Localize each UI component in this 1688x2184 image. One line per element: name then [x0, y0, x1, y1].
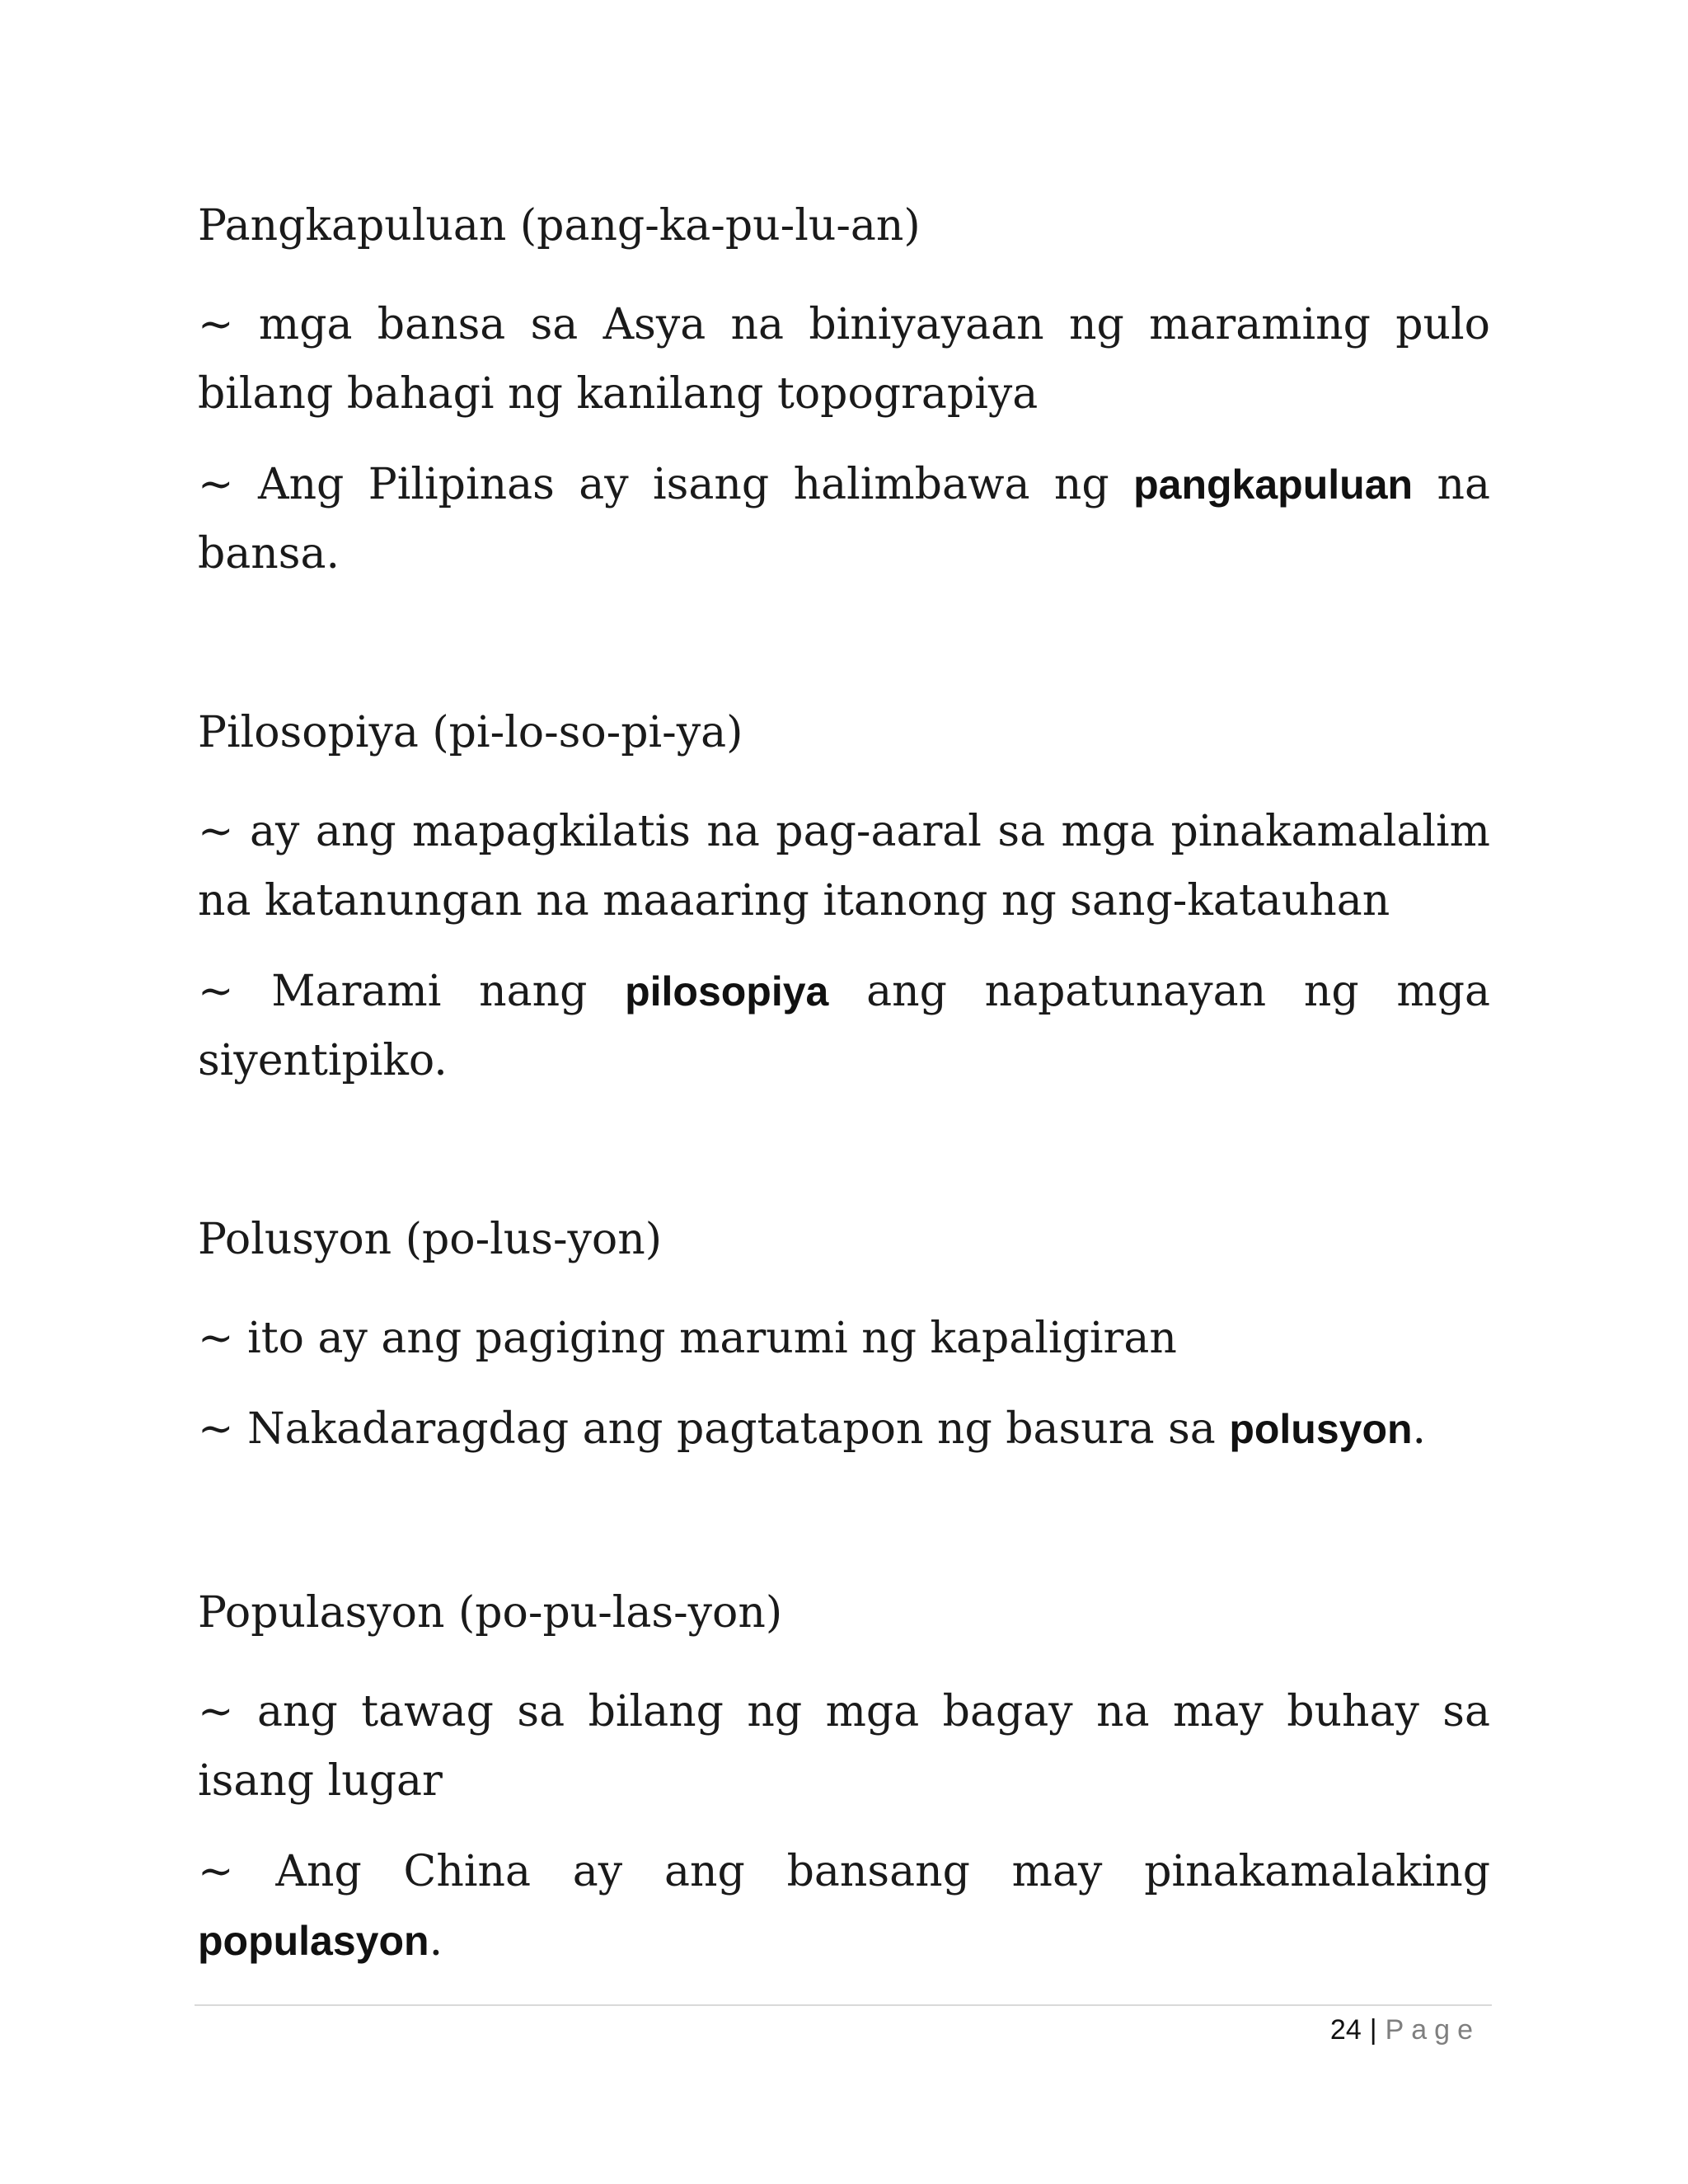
- example-keyword: pangkapuluan: [1133, 462, 1414, 508]
- entry-term: Populasyon (po-pu-las-yon): [198, 1588, 783, 1638]
- entry-definition: ~ ito ay ang pagiging marumi ng kapaligiran: [198, 1314, 1177, 1363]
- example-text-before: ~ Nakadaragdag ang pagtatapon ng basura sa: [198, 1404, 1230, 1454]
- example-keyword: populasyon: [198, 1918, 429, 1964]
- example-text-before: ~ Ang China ay ang bansang may pinakamalaking: [198, 1847, 1490, 1896]
- entry-example: [198, 1394, 1490, 1464]
- entry-definition: ~ ay ang mapagkilatis na pag-aaral sa mga pinakamalalim na katanungan na maaaring itanong ng sang-katauhan: [198, 807, 1490, 926]
- example-keyword: polusyon: [1229, 1406, 1413, 1452]
- example-text-before: ~ Marami nang: [198, 967, 626, 1016]
- page-number: 24: [1329, 2014, 1362, 2046]
- entry-term: Pangkapuluan (pang-ka-pu-lu-an): [198, 201, 921, 251]
- entry-term: Pilosopiya (pi-lo-so-pi-ya): [198, 708, 743, 757]
- example-text-before: ~ Ang Pilipinas ay isang halimbawa ng: [198, 460, 1134, 509]
- glossary-entry-pilosopiya: [198, 708, 1490, 1095]
- example-text-after: .: [1412, 1404, 1427, 1454]
- footer-divider: [195, 2004, 1492, 2006]
- page-label: Page: [1385, 2014, 1480, 2046]
- glossary-entry-pangkapuluan: [198, 201, 1490, 588]
- example-text-after: .: [429, 1916, 443, 1966]
- page-footer: [1330, 2009, 1480, 2050]
- entry-example: [198, 450, 1490, 588]
- entry-definition: ~ mga bansa sa Asya na biniyayaan ng maraming pulo bilang bahagi ng kanilang topograpiya: [198, 300, 1490, 419]
- footer-separator: |: [1369, 2014, 1377, 2046]
- glossary-entry-polusyon: [198, 1215, 1490, 1464]
- example-keyword: pilosopiya: [625, 968, 829, 1015]
- example-text-after: na bansa.: [198, 460, 1490, 579]
- glossary-entry-populasyon: [198, 1588, 1490, 1975]
- entry-example: [198, 1837, 1490, 1975]
- entry-definition: ~ ang tawag sa bilang ng mga bagay na may buhay sa isang lugar: [198, 1687, 1490, 1806]
- entry-term: Polusyon (po-lus-yon): [198, 1215, 662, 1264]
- example-text-after: ang napatunayan ng mga siyentipiko.: [198, 967, 1490, 1085]
- entry-example: [198, 957, 1490, 1095]
